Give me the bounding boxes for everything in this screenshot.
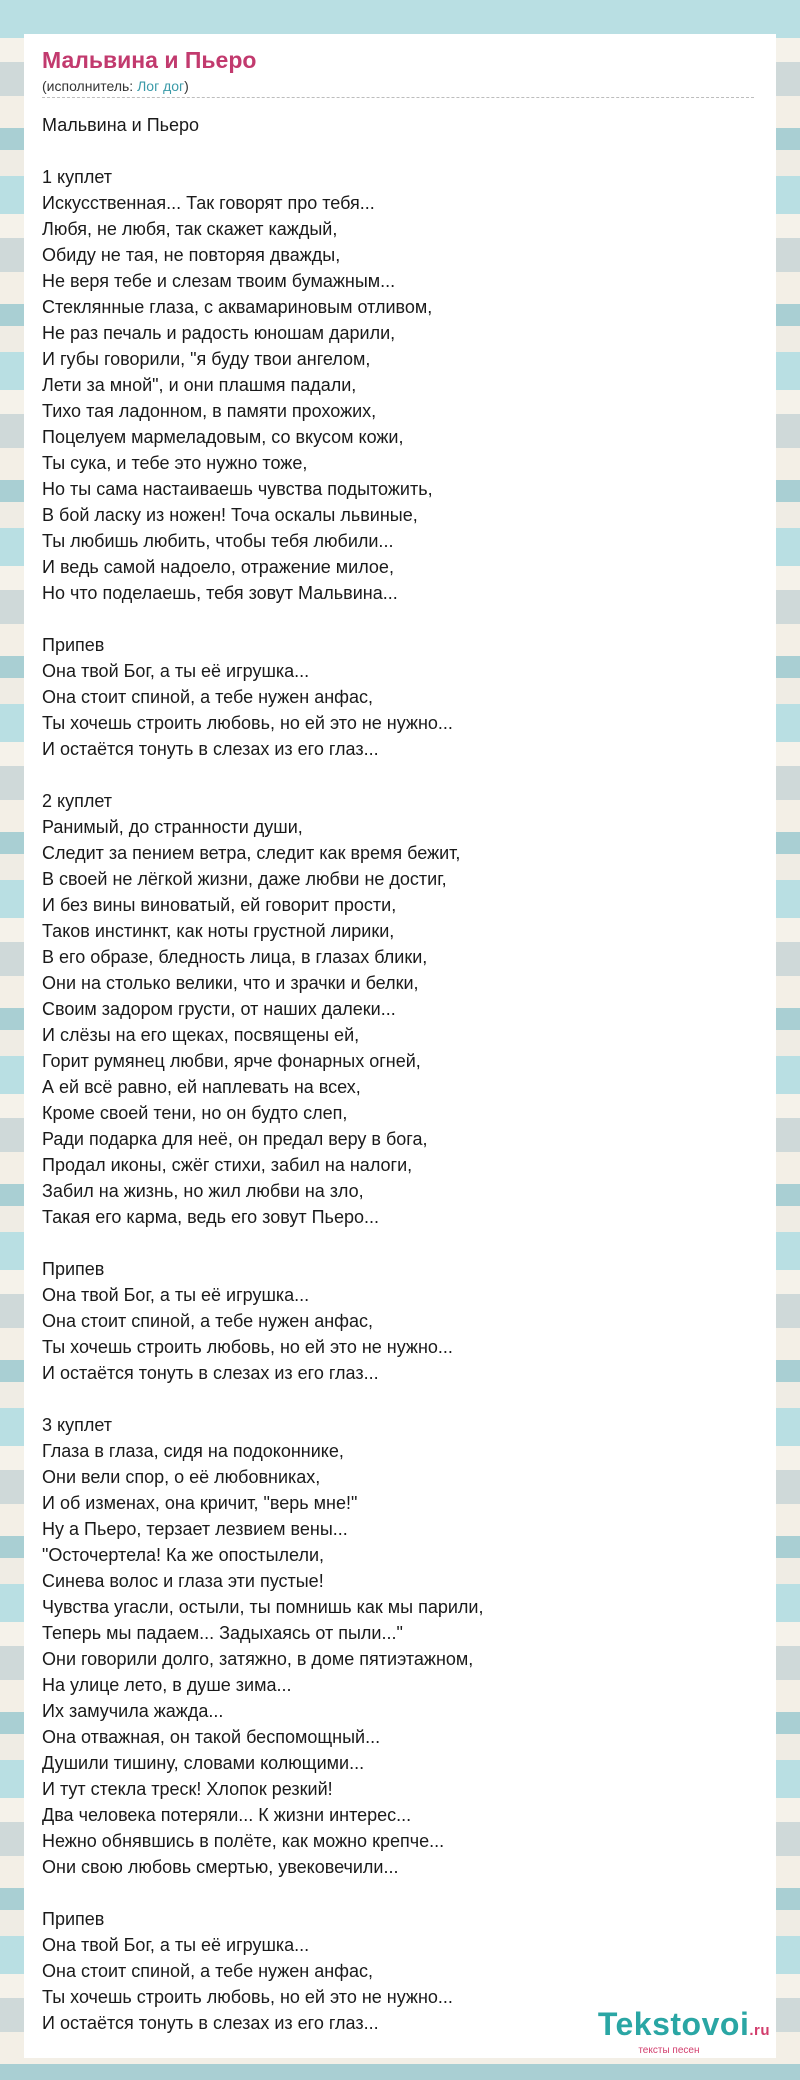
lyric-line: Чувства угасли, остыли, ты помнишь как мы парили, bbox=[42, 1597, 484, 1617]
lyric-blank-line bbox=[42, 1386, 758, 1412]
byline bbox=[42, 77, 758, 95]
lyric-line: Не веря тебе и слезам твоим бумажным... bbox=[42, 271, 396, 291]
lyric-line: Ты сука, и тебе это нужно тоже, bbox=[42, 453, 308, 473]
lyric-line: И об изменах, она кричит, "верь мне!" bbox=[42, 1493, 358, 1513]
lyric-line: Два человека потеряли... К жизни интерес... bbox=[42, 1805, 412, 1825]
lyric-line: И губы говорили, "я буду твои ангелом, bbox=[42, 349, 371, 369]
lyric-line: Ты любишь любить, чтобы тебя любили... bbox=[42, 531, 394, 551]
lyric-line: Тихо тая ладонном, в памяти прохожих, bbox=[42, 401, 377, 421]
lyric-line: Ради подарка для неё, он предал веру в бога, bbox=[42, 1129, 428, 1149]
song-title: Мальвина и Пьеро bbox=[42, 47, 257, 73]
lyric-line: 3 куплет bbox=[42, 1415, 112, 1435]
lyric-line: А ей всё равно, ей наплевать на всех, bbox=[42, 1077, 361, 1097]
lyrics-card bbox=[24, 34, 776, 2058]
lyric-line: Таков инстинкт, как ноты грустной лирики, bbox=[42, 921, 395, 941]
lyric-line: Припев bbox=[42, 635, 105, 655]
lyric-line: Она твой Бог, а ты её игрушка... bbox=[42, 1285, 310, 1305]
logo-tagline: тексты песен bbox=[638, 2045, 700, 2056]
lyric-line: Их замучила жажда... bbox=[42, 1701, 224, 1721]
lyric-line: Душили тишину, словами колющими... bbox=[42, 1753, 365, 1773]
lyric-blank-line bbox=[42, 138, 758, 164]
site-logo[interactable] bbox=[598, 2007, 770, 2056]
lyric-line: 2 куплет bbox=[42, 791, 112, 811]
lyric-line: Глаза в глаза, сидя на подоконнике, bbox=[42, 1441, 344, 1461]
lyric-line: Своим задором грусти, от наших далеки... bbox=[42, 999, 396, 1019]
lyric-line: Ты хочешь строить любовь, но ей это не нужно... bbox=[42, 1987, 453, 2007]
lyric-line: Она стоит спиной, а тебе нужен анфас, bbox=[42, 687, 374, 707]
lyric-line: В бой ласку из ножен! Точа оскалы львиные, bbox=[42, 505, 418, 525]
lyric-line: Лети за мной", и они плашмя падали, bbox=[42, 375, 357, 395]
lyric-line: И слёзы на его щеках, посвящены ей, bbox=[42, 1025, 360, 1045]
logo-wordmark bbox=[598, 2007, 770, 2048]
title-divider bbox=[42, 97, 754, 98]
lyric-line: Припев bbox=[42, 1909, 105, 1929]
lyric-line: Такая его карма, ведь его зовут Пьеро... bbox=[42, 1207, 379, 1227]
lyric-line: На улице лето, в душе зима... bbox=[42, 1675, 292, 1695]
lyric-line: Она твой Бог, а ты её игрушка... bbox=[42, 1935, 310, 1955]
lyric-line: Искусственная... Так говорят про тебя... bbox=[42, 193, 375, 213]
lyric-line: Припев bbox=[42, 1259, 105, 1279]
lyric-line: Не раз печаль и радость юношам дарили, bbox=[42, 323, 396, 343]
lyric-line: Они вели спор, о её любовниках, bbox=[42, 1467, 321, 1487]
lyric-blank-line bbox=[42, 762, 758, 788]
lyric-line: Синева волос и глаза эти пустые! bbox=[42, 1571, 324, 1591]
lyric-line: Ранимый, до странности души, bbox=[42, 817, 303, 837]
lyric-line: Нежно обнявшись в полёте, как можно крепче... bbox=[42, 1831, 445, 1851]
lyric-line: Они на столько велики, что и зрачки и белки, bbox=[42, 973, 419, 993]
lyric-blank-line bbox=[42, 1880, 758, 1906]
byline-prefix: (исполнитель: bbox=[42, 78, 138, 94]
logo-main-text: Tekstovoi bbox=[597, 2006, 750, 2042]
lyric-line: Она отважная, он такой беспомощный... bbox=[42, 1727, 381, 1747]
byline-suffix: ) bbox=[184, 78, 189, 94]
lyric-line: Мальвина и Пьеро bbox=[42, 115, 200, 135]
lyric-line: Они говорили долго, затяжно, в доме пятиэтажном, bbox=[42, 1649, 474, 1669]
lyric-line: Теперь мы падаем... Задыхаясь от пыли..." bbox=[42, 1623, 403, 1643]
lyric-line: Следит за пением ветра, следит как время бежит, bbox=[42, 843, 461, 863]
artist-link[interactable]: Лог дог bbox=[137, 78, 185, 94]
lyric-line: Ты хочешь строить любовь, но ей это не нужно... bbox=[42, 1337, 453, 1357]
lyric-line: Ну а Пьеро, терзает лезвием вены... bbox=[42, 1519, 348, 1539]
lyric-line: И тут стекла треск! Хлопок резкий! bbox=[42, 1779, 333, 1799]
lyric-line: Продал иконы, сжёг стихи, забил на налоги, bbox=[42, 1155, 413, 1175]
lyrics-text bbox=[42, 112, 758, 2036]
lyric-line: Кроме своей тени, но он будто слеп, bbox=[42, 1103, 348, 1123]
lyric-line: Она стоит спиной, а тебе нужен анфас, bbox=[42, 1961, 374, 1981]
lyric-line: И остаётся тонуть в слезах из его глаз... bbox=[42, 2013, 379, 2033]
lyric-line: Стеклянные глаза, с аквамариновым отливом, bbox=[42, 297, 433, 317]
lyric-line: Поцелуем мармеладовым, со вкусом кожи, bbox=[42, 427, 404, 447]
lyric-blank-line bbox=[42, 1230, 758, 1256]
lyric-line: В своей не лёгкой жизни, даже любви не достиг, bbox=[42, 869, 447, 889]
lyric-line: Она твой Бог, а ты её игрушка... bbox=[42, 661, 310, 681]
lyric-line: Ты хочешь строить любовь, но ей это не нужно... bbox=[42, 713, 453, 733]
lyric-line: Забил на жизнь, но жил любви на зло, bbox=[42, 1181, 364, 1201]
logo-suffix: .ru bbox=[749, 2022, 770, 2039]
lyric-line: Любя, не любя, так скажет каждый, bbox=[42, 219, 338, 239]
lyric-line: И остаётся тонуть в слезах из его глаз... bbox=[42, 1363, 379, 1383]
lyric-line: И остаётся тонуть в слезах из его глаз... bbox=[42, 739, 379, 759]
lyric-line: 1 куплет bbox=[42, 167, 112, 187]
lyric-line: В его образе, бледность лица, в глазах блики, bbox=[42, 947, 428, 967]
lyric-line: "Осточертела! Ка же опостылели, bbox=[42, 1545, 324, 1565]
lyric-line: Она стоит спиной, а тебе нужен анфас, bbox=[42, 1311, 374, 1331]
lyric-line: И ведь самой надоело, отражение милое, bbox=[42, 557, 394, 577]
lyric-line: Обиду не тая, не повторяя дважды, bbox=[42, 245, 341, 265]
lyric-line: Горит румянец любви, ярче фонарных огней, bbox=[42, 1051, 421, 1071]
lyric-line: Они свою любовь смертью, увековечили... bbox=[42, 1857, 399, 1877]
lyric-line: И без вины виноватый, ей говорит прости, bbox=[42, 895, 397, 915]
lyric-blank-line bbox=[42, 606, 758, 632]
lyric-line: Но ты сама настаиваешь чувства подытожить, bbox=[42, 479, 433, 499]
lyric-line: Но что поделаешь, тебя зовут Мальвина... bbox=[42, 583, 398, 603]
